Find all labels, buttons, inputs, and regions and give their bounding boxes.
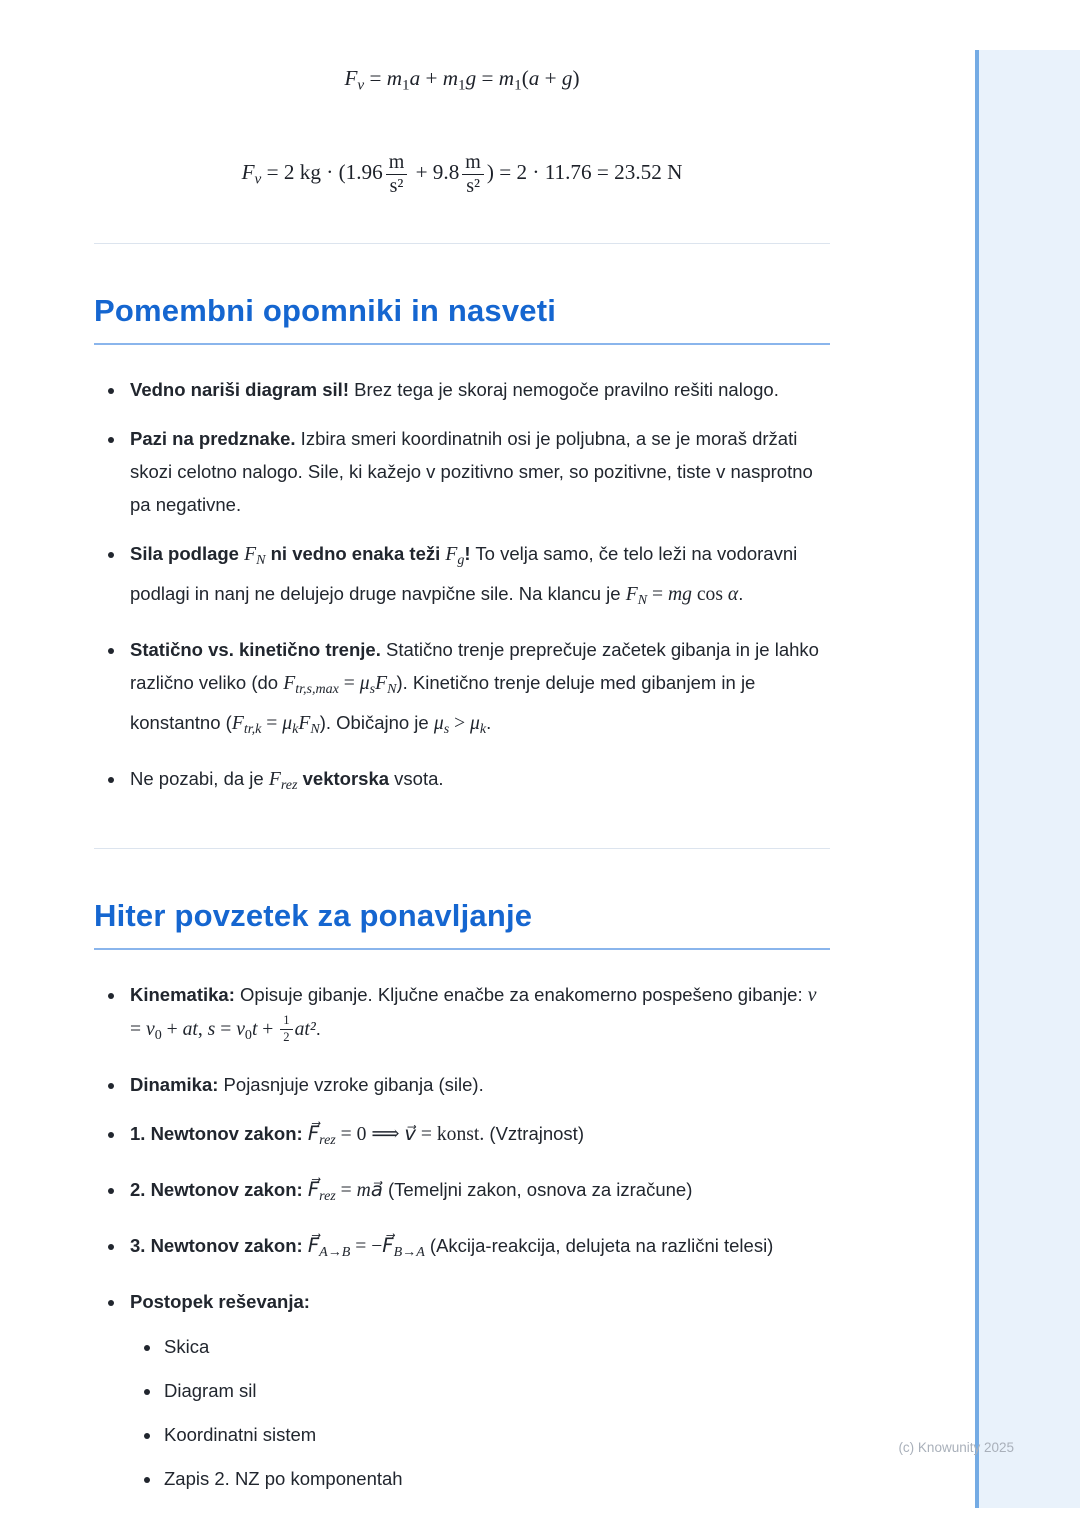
copyright-notice: (c) Knowunity 2025	[898, 1440, 1014, 1455]
list-item	[126, 978, 830, 1052]
sub-list	[130, 1330, 830, 1495]
list-item-text: Postopek reševanja:	[130, 1290, 310, 1312]
bullet-list-summary	[94, 978, 830, 1495]
list-item-text: Statično vs. kinetično trenje. Statično trenje preprečuje začetek gibanja in je lahko različno veliko (do $F_{tr,s,max} = \mu_sF_N$). Kinetično trenje deluje med gibanjem in je konstantno $(F_{tr,k} = \mu_kF_N)$. Običajno je $\mu_s > \mu_k$.	[130, 639, 819, 737]
list-item	[126, 1117, 830, 1157]
list-item	[126, 1173, 830, 1213]
list-item	[126, 1229, 830, 1269]
list-item-text: Sila podlage $F_N$ ni vedno enaka teži $F_g$! To velja samo, če telo leži na vodoravni podlagi in nanj ne delujejo druge navpične sile. Na klancu je $F_N$ = mg cos α.	[130, 543, 798, 609]
list-item	[126, 1285, 830, 1495]
section-reminders	[94, 292, 830, 802]
list-item	[126, 373, 830, 406]
list-item-text: 3. Newtonov zakon: $F⃗_{A\to B}$ = $-F⃗_{B\to A}$ (Akcija-reakcija, delujeta na različni telesi)	[130, 1234, 774, 1260]
sub-list-item: • Diagram sil	[162, 1374, 830, 1407]
list-item-text: Pazi na predznake. Izbira smeri koordinatnih osi je poljubna, a se je moraš držati skozi celotno nalogo. Sile, ki kažejo v pozitivno smer, so pozitivne, tiste v nasprotno pa negativne.	[130, 428, 813, 516]
list-item-text: 2. Newtonov zakon: $F⃗_{rez}$ = ma⃗ (Temeljni zakon, osnova za izračune)	[130, 1178, 693, 1204]
fraction: $\frac{1}{2}$	[280, 1014, 292, 1043]
formula-fv-numeric: $F_v = 2$ kg · (1.96 $\frac{m}{\text{s²}}$ + 9.8 $\frac{m}{\text{s²}}$ ) = 2 · 11.76 = 23.52 N	[241, 151, 683, 198]
section-divider	[94, 243, 830, 244]
list-item	[126, 1068, 830, 1101]
page-margin-strip	[975, 50, 1080, 1508]
list-item-text: 1. Newtonov zakon: $F⃗_{rez} = 0$ ⟹ v⃗ = konst. (Vztrajnost)	[130, 1122, 584, 1148]
list-item	[126, 422, 830, 521]
fraction: $\frac{m}{\text{s²}}$	[386, 152, 408, 197]
list-item-text: Kinematika: Opisuje gibanje. Ključne enačbe za enakomerno pospešeno gibanje: $v = v_0$ + at, $s = v_0t$ + $\frac{1}{2}$ at².	[130, 983, 817, 1044]
list-item-text: Vedno nariši diagram sil! Brez tega je skoraj nemogoče pravilno rešiti nalogo.	[130, 379, 779, 401]
formula-fv-symbolic: $F_v = m_1a + m_1g = m_1(a + g)$	[344, 66, 580, 94]
section-summary	[94, 897, 830, 1495]
heading-underline	[94, 948, 830, 950]
bullet-list-reminders	[94, 373, 830, 802]
section-title-reminders: Pomembni opomniki in nasveti	[94, 293, 557, 329]
list-item	[126, 633, 830, 746]
list-item-text: Ne pozabi, da je $F_{rez}$ vektorska vsota.	[130, 767, 444, 793]
sub-list-item: • Skica	[162, 1330, 830, 1363]
sub-list-item: • Zapis 2. NZ po komponentah	[162, 1462, 830, 1495]
section-divider	[94, 848, 830, 849]
fraction: $\frac{m}{\text{s²}}$	[462, 152, 484, 197]
sub-list-item: • Koordinatni sistem	[162, 1418, 830, 1451]
document-content	[94, 0, 830, 1495]
list-item	[126, 762, 830, 802]
section-title-summary: Hiter povzetek za ponavljanje	[94, 897, 533, 933]
list-item	[126, 537, 830, 617]
list-item-text: Dinamika: Pojasnjuje vzroke gibanja (sile).	[130, 1073, 484, 1095]
heading-underline	[94, 343, 830, 345]
